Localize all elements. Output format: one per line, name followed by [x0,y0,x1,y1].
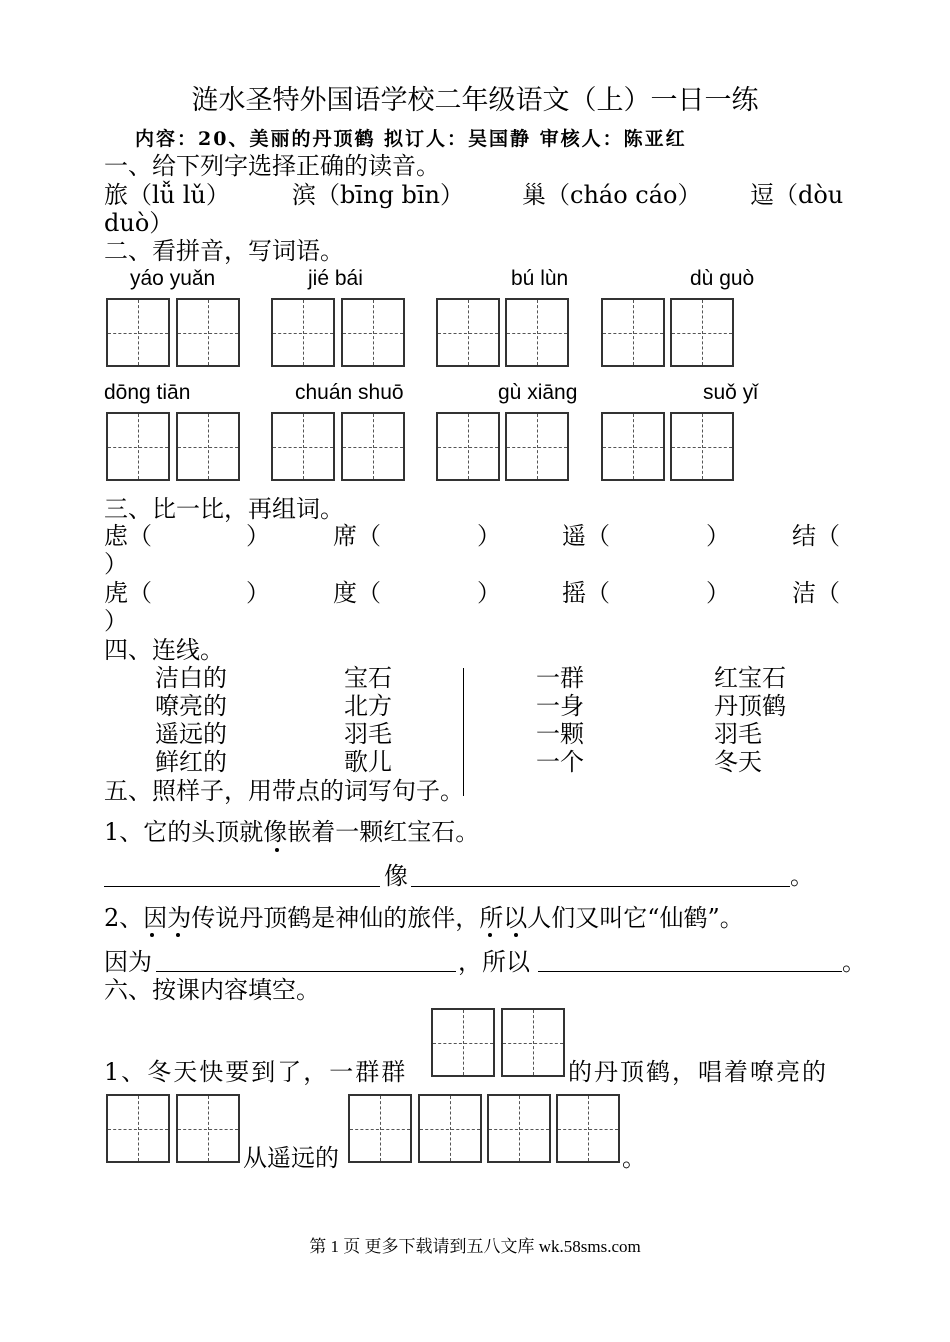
s5-example-1: 1、它的头顶就像嵌着一颗红宝石。 [104,818,480,846]
answer-line[interactable] [104,886,380,887]
answer-line[interactable] [411,886,790,887]
writing-box[interactable] [670,298,734,367]
s6-line2-a: 从遥远的 [243,1144,339,1172]
match-right-b[interactable]: 红宝石 [714,664,786,692]
s3-r2-c1: 虎（ [104,579,152,607]
s5-fill2-b: ，所以 [458,948,530,976]
answer-line[interactable] [156,971,456,972]
match-left-a[interactable]: 鲜红的 [155,748,227,776]
s3-r2-c3: 摇（ [562,579,610,607]
writing-box[interactable] [431,1008,495,1077]
writing-box[interactable] [487,1094,551,1163]
s3-r2-p3: ） [706,579,730,607]
pinyin-2: jié bái [308,267,363,290]
match-right-a[interactable]: 一个 [536,748,584,776]
pinyin-1: yáo yuǎn [130,267,216,290]
match-right-a[interactable]: 一身 [536,692,584,720]
match-right-a[interactable]: 一颗 [536,720,584,748]
emphasis-dot [514,933,518,937]
writing-box[interactable] [601,412,665,481]
answer-line[interactable] [538,971,842,972]
pinyin-3: bú lùn [511,267,569,290]
writing-box[interactable] [501,1008,565,1077]
s1-q1: 旅（lǚ lǔ） [104,181,230,209]
writing-box[interactable] [106,412,170,481]
s5-example-2: 2、因为传说丹顶鹤是神仙的旅伴，所以人们又叫它“仙鹤”。 [104,904,744,932]
s3-r1-c4: 结（ [792,522,840,550]
match-left-a[interactable]: 遥远的 [155,720,227,748]
writing-box[interactable] [601,298,665,367]
s3-r2-c4: 洁（ [792,579,840,607]
writing-box[interactable] [505,298,569,367]
pinyin-5: dōng tiān [104,381,191,404]
writing-box[interactable] [176,412,240,481]
s3-r2-wrap: ） [104,607,128,635]
s5-fill1-end: 。 [790,862,814,890]
s1-q2: 滨（bīng bīn） [292,181,464,209]
match-left-b[interactable]: 羽毛 [344,720,392,748]
s3-heading: 三、比一比，再组词。 [104,495,344,523]
writing-box[interactable] [271,412,335,481]
s5-fill2-a: 因为 [104,948,152,976]
pinyin-6: chuán shuō [295,381,404,404]
pinyin-7: gù xiāng [498,381,578,404]
s1-q3: 巢（cháo cáo） [522,181,702,209]
emphasis-dot [275,848,279,852]
s3-r1-c2: 席（ [333,522,381,550]
s3-r1-c1: 虑（ [104,522,152,550]
s6-line1-a: 1、冬天快要到了，一群群 [104,1058,408,1086]
s1-q4a: 逗（dòu [750,181,844,209]
s2-heading: 二、看拼音，写词语。 [104,237,344,265]
writing-box[interactable] [436,412,500,481]
match-left-b[interactable]: 宝石 [344,664,392,692]
s1-heading: 一、给下列字选择正确的读音。 [104,152,440,180]
match-left-a[interactable]: 嘹亮的 [155,692,227,720]
s3-r2-p2: ） [477,579,501,607]
match-right-b[interactable]: 冬天 [714,748,762,776]
s3-r1-p1: ） [246,522,270,550]
writing-box[interactable] [176,1094,240,1163]
s3-r1-p2: ） [477,522,501,550]
writing-box[interactable] [271,298,335,367]
s4-heading: 四、连线。 [104,636,224,664]
writing-box[interactable] [670,412,734,481]
match-right-a[interactable]: 一群 [536,664,584,692]
s3-r1-c3: 遥（ [562,522,610,550]
writing-box[interactable] [341,298,405,367]
s6-line2-end: 。 [622,1144,646,1172]
subtitle: 内容：20、美丽的丹顶鹤 拟订人：吴国静 审核人：陈亚红 [135,128,687,150]
emphasis-dot [176,933,180,937]
match-left-b[interactable]: 歌儿 [344,748,392,776]
s3-r1-p3: ） [706,522,730,550]
s5-heading: 五、照样子，用带点的词写句子。 [104,777,464,805]
match-left-a[interactable]: 洁白的 [155,664,227,692]
writing-box[interactable] [505,412,569,481]
match-right-b[interactable]: 羽毛 [714,720,762,748]
writing-box[interactable] [176,298,240,367]
s3-r2-c2: 度（ [333,579,381,607]
s5-fill1-mid: 像 [384,862,408,890]
writing-box[interactable] [341,412,405,481]
s1-q4b: duò） [104,209,174,237]
match-right-b[interactable]: 丹顶鹤 [714,692,786,720]
writing-box[interactable] [556,1094,620,1163]
writing-box[interactable] [348,1094,412,1163]
pinyin-4: dù guò [690,267,755,290]
match-left-b[interactable]: 北方 [344,692,392,720]
s3-r1-wrap: ） [104,550,128,578]
writing-box[interactable] [436,298,500,367]
emphasis-dot [150,933,154,937]
pinyin-8: suǒ yǐ [703,381,758,404]
writing-box[interactable] [418,1094,482,1163]
s3-r2-p1: ） [246,579,270,607]
page-footer: 第 1 页 更多下载请到五八文库 wk.58sms.com [309,1237,641,1256]
s6-heading: 六、按课内容填空。 [104,976,320,1004]
emphasis-dot [488,933,492,937]
s6-line1-b: 的丹顶鹤，唱着嘹亮的 [568,1058,828,1086]
page-title: 涟水圣特外国语学校二年级语文（上）一日一练 [191,85,759,116]
writing-box[interactable] [106,1094,170,1163]
s5-fill2-end: 。 [842,948,866,976]
writing-box[interactable] [106,298,170,367]
